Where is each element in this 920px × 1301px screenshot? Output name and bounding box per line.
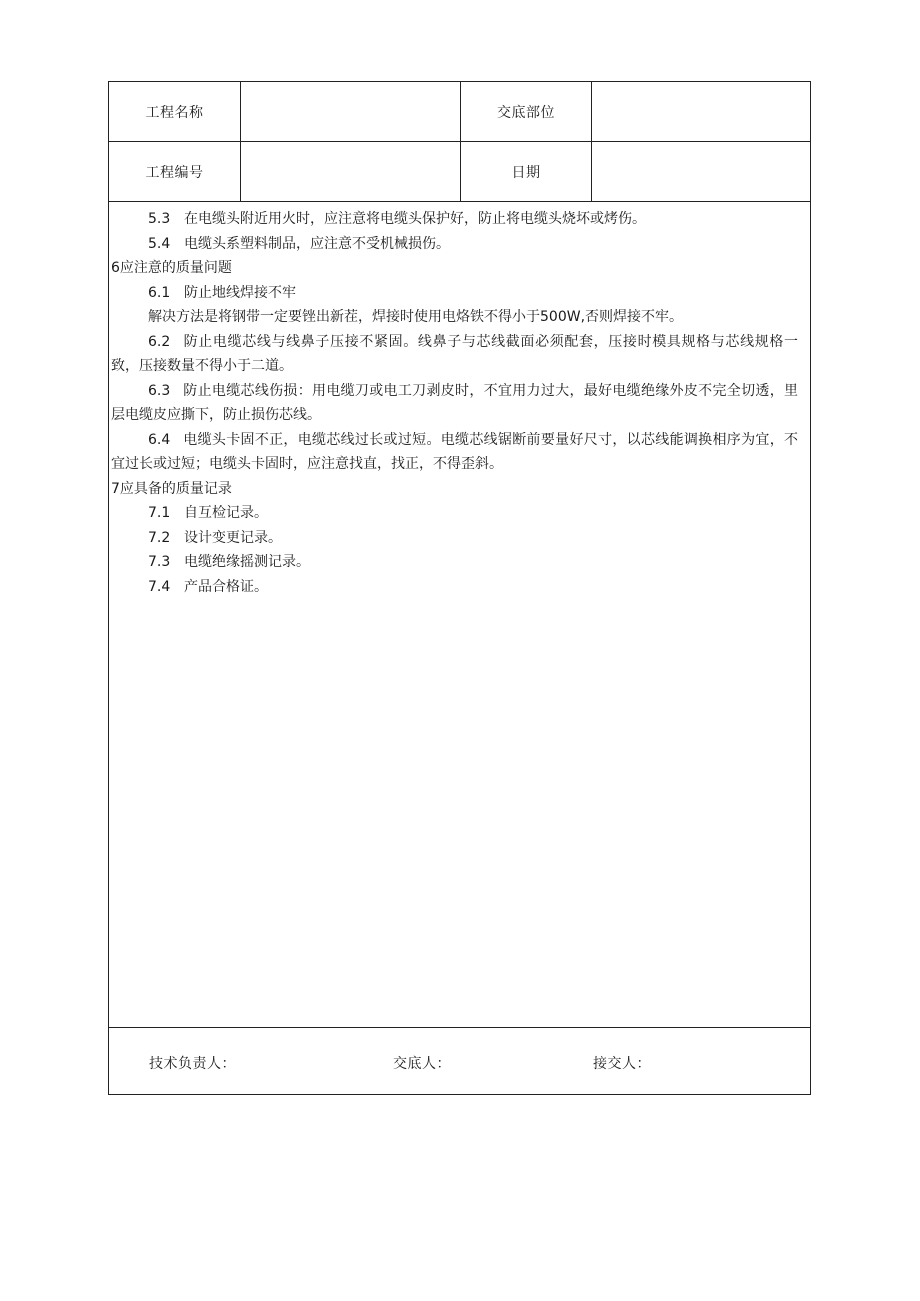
item-7-1 xyxy=(111,501,800,526)
header-row-2 xyxy=(109,142,810,202)
item-6-4 xyxy=(111,428,800,477)
item-6-2 xyxy=(111,330,800,379)
item-6-1-solution: 解决方法是将钢带一定要锉出新茬，焊接时使用电烙铁不得小于500W,否则焊接不牢。 xyxy=(148,309,684,325)
item-text: 防止地线焊接不牢 xyxy=(184,284,296,301)
signature-row xyxy=(109,1027,810,1094)
discloser-signature-label: 交底人： xyxy=(393,1056,451,1072)
item-text: 防止电缆芯线伤损：用电缆刀或电工刀剥皮时，不宜用力过大，最好电缆绝缘外皮不完全切透，里层电缆皮应撕下，防止损伤芯线。 xyxy=(111,382,798,423)
project-number-label: 工程编号 xyxy=(109,142,241,201)
item-5-4 xyxy=(111,232,800,257)
section-7-heading: 7应具备的质量记录 xyxy=(111,480,232,497)
item-number: 6.3 xyxy=(148,382,171,399)
header-row-1 xyxy=(109,82,810,142)
item-number: 7.2 xyxy=(148,529,171,546)
disclosure-form xyxy=(108,81,811,1095)
disclosure-part-label: 交底部位 xyxy=(461,82,592,141)
disclosure-content xyxy=(109,202,810,1027)
section-6-heading: 6应注意的质量问题 xyxy=(111,260,232,276)
project-name-field[interactable] xyxy=(241,82,461,141)
date-field[interactable] xyxy=(592,142,810,201)
item-text: 电缆绝缘摇测记录。 xyxy=(184,554,310,570)
item-number: 7.3 xyxy=(148,554,171,570)
item-number: 6.1 xyxy=(148,284,171,301)
item-text: 自互检记录。 xyxy=(184,505,268,521)
item-6-3 xyxy=(111,379,800,428)
item-text: 在电缆头附近用火时，应注意将电缆头保护好，防止将电缆头烧坏或烤伤。 xyxy=(184,211,646,227)
item-number: 6.4 xyxy=(148,431,171,448)
item-number: 7.4 xyxy=(148,578,171,595)
date-label: 日期 xyxy=(461,142,592,201)
item-text: 防止电缆芯线与线鼻子压接不紧固。线鼻子与芯线截面必须配套，压接时模具规格与芯线规格一致，压接数量不得小于二道。 xyxy=(111,333,798,374)
item-7-3 xyxy=(111,550,800,575)
disclosure-part-field[interactable] xyxy=(592,82,810,141)
item-text: 电缆头卡固不正，电缆芯线过长或过短。电缆芯线锯断前要量好尺寸，以芯线能调换相序为宜，不宜过长或过短；电缆头卡固时，应注意找直，找正，不得歪斜。 xyxy=(111,431,798,472)
project-name-label: 工程名称 xyxy=(109,82,241,141)
item-number: 5.3 xyxy=(148,211,171,227)
item-5-3 xyxy=(111,207,800,232)
item-number: 5.4 xyxy=(148,235,171,252)
technical-lead-signature-label: 技术负责人： xyxy=(149,1056,236,1072)
item-6-1 xyxy=(111,281,800,306)
item-text: 电缆头系塑料制品，应注意不受机械损伤。 xyxy=(184,235,450,252)
item-number: 6.2 xyxy=(148,333,171,350)
item-number: 7.1 xyxy=(148,505,171,521)
item-text: 设计变更记录。 xyxy=(184,529,282,546)
item-text: 产品合格证。 xyxy=(184,578,268,595)
recipient-signature-label: 接交人： xyxy=(593,1056,651,1072)
project-number-field[interactable] xyxy=(241,142,461,201)
item-7-2 xyxy=(111,526,800,551)
item-7-4 xyxy=(111,575,800,600)
